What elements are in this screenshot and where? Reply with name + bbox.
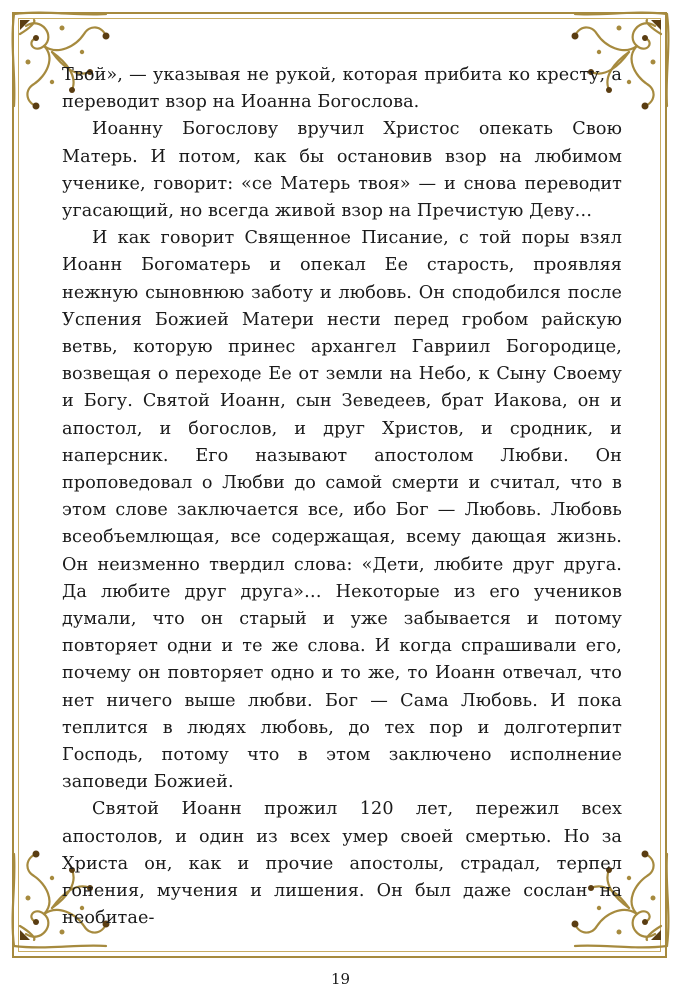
page-number: 19 [330, 970, 351, 988]
paragraph: Иоанну Богослову вручил Христос опекать Свою Матерь. И потом, как бы остановив взор на любимом ученике, говорит: «се Матерь твоя» — и снова переводит угасающий, но всегда живой взор на Пречистую Деву… [62, 119, 622, 222]
paragraph: Твой», — указывая не рукой, которая прибита ко кресту, а переводит взор на Иоанна Богослова. [62, 65, 622, 113]
paragraph: И как говорит Священное Писание, с той поры взял Иоанн Богоматерь и опекал Ее старость, проявляя нежную сыновнюю заботу и любовь. Он сподобился после Успения Божией Матери нести перед гробом райскую ветвь, которую принес архангел Гавриил Богородице, возвещая о переходе Ее от земли на Небо, к Сыну Своему и Богу. Святой Иоанн, сын Зеведеев, брат Иакова, он и апостол, и богослов, и друг Христов, и сродник, и наперсник. Его называют апостолом Любви. Он проповедовал о Любви до самой смерти и считал, что в этом слове заключается все, ибо Бог — Любовь. Любовь всеобъемлющая, все содержащая, всему дающая жизнь. Он неизменно твердил слова: «Дети, любите друг друга. Да любите друг друга»… Некоторые из его учеников думали, что он старый и уже забывается и потому повторяет одни и те же слова. И когда спрашивали его, почему он повторяет одно и то же, то Иоанн отвечал, что нет ничего выше любви. Бог — Сама Любовь. И пока теплится в людях любовь, до тех пор и долготерпит Господь, потому что в этом заключено исполнение заповеди Божией. [62, 228, 622, 793]
paragraph: Святой Иоанн прожил 120 лет, пережил всех апостолов, и один из всех умер своей смертью. Но за Христа он, как и прочие апостолы, страдал, терпел гонения, мучения и лишения. Он был даже сослан на необитае- [62, 799, 622, 929]
body-text [62, 62, 622, 933]
